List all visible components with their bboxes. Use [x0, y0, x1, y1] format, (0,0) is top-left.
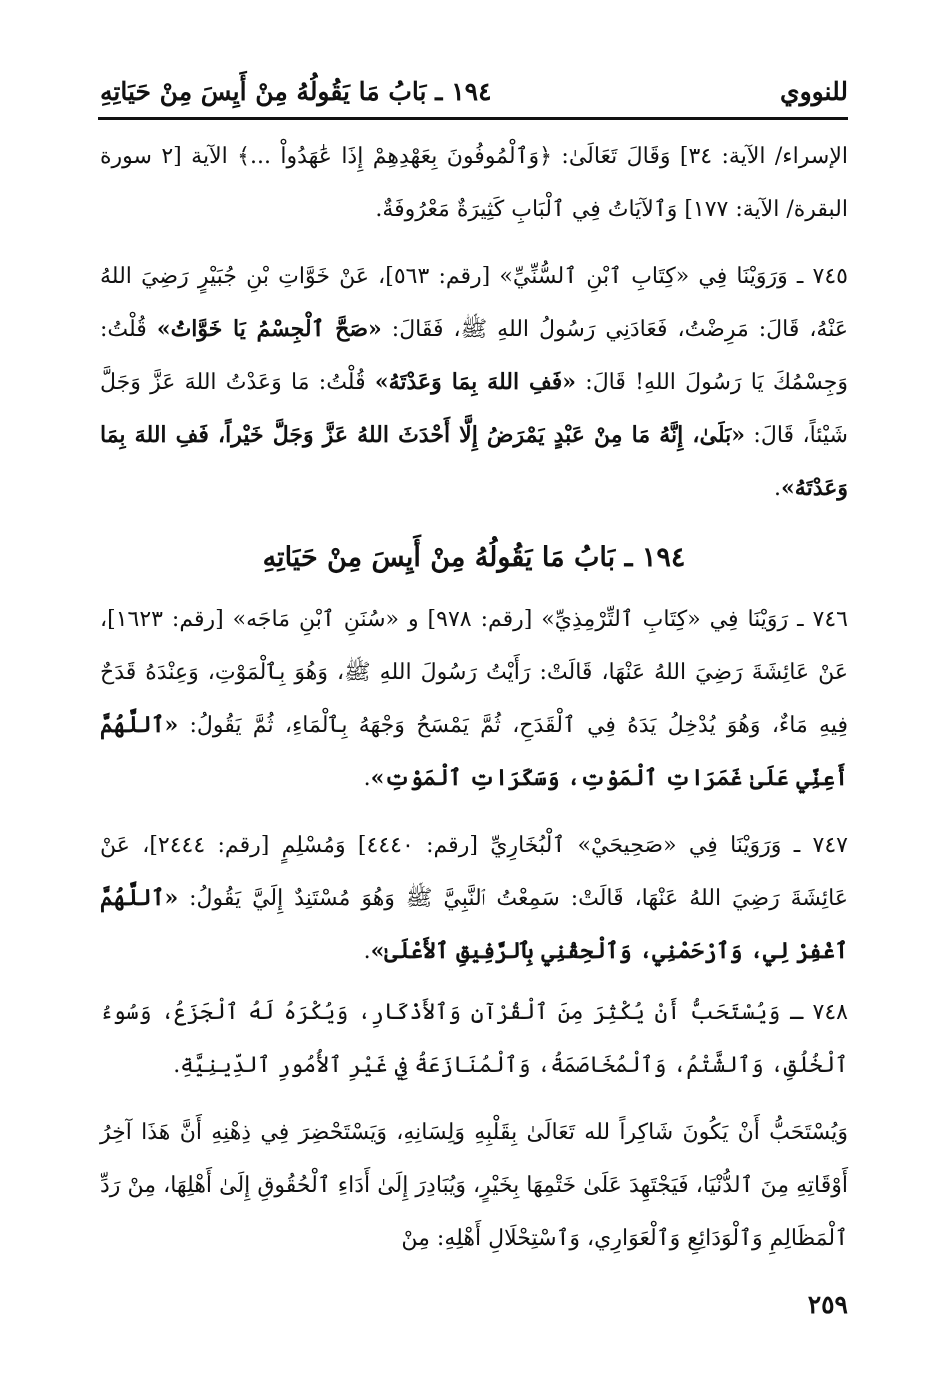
spacer — [100, 805, 848, 819]
hadith-746-text-2: . — [363, 766, 371, 791]
hadith-747-text-1: ٧٤٧ ـ وَرَوَيْنَا فِي «صَحِيحَيْ» ٱلْبُخَارِيِّ [رقم: ٤٤٤٠] وَمُسْلِمٍ [رقم: ٢٤٤٤]، عَنْ عَائِشَةَ رَضِيَ اللهُ عَنْهَا، قَالَتْ: سَمِعْتُ ٱلنَّبِيَّ ﷺ وَهُوَ مُسْتَنِدٌ إِلَيَّ يَقُولُ: — [100, 833, 848, 911]
running-header — [100, 62, 848, 106]
intro-line-1: الإسراء/ الآية: ٣٤] وَقَالَ تَعَالَىٰ: ﴿وَٱلْمُوفُونَ بِعَهْدِهِمْ إِذَا عَٰهَدُواْ ...﴾ الآية — [191, 144, 848, 169]
header-rule — [98, 117, 848, 120]
hadith-747 — [100, 819, 848, 978]
hadith-745-quote-3: «بَلَىٰ، إِنَّهُ مَا مِنْ عَبْدٍ يَمْرَضُ إِلَّا أَحْدَثَ اللهُ عَزَّ وَجَلَّ خَيْراً، فَفِ اللهَ بِمَا وَعَدْتَهُ» — [100, 422, 848, 501]
hadith-746 — [100, 593, 848, 805]
hadith-745-quote-1: «صَحَّ ٱلْجِسْمُ يَا خَوَّاتُ» — [156, 316, 382, 342]
paragraph-748: ٧٤٨ ـ وَيُسْتَحَبُّ أَنْ يُكْثِرَ مِنَ ٱلْقُرْآنِ وَٱلأَذْكَارِ، وَيُكْرَهُ لَهُ ٱلْجَزَعُ، وَسُوءُ ٱلْخُلُقِ، وَٱلشَّتْمُ، وَٱلْمُخَاصَمَةُ، وَٱلْمُنَازَعَةُ فِي غَيْرِ ٱلأُمُورِ ٱلدِّينِيَّةِ. — [100, 1000, 848, 1078]
hadith-746-quote-1: «ٱللَّهُمَّ أَعِنِّي عَلَىٰ غَمَرَاتِ ٱلْمَوْتِ، وَسَكَرَاتِ ٱلْمَوْتِ» — [100, 712, 848, 791]
chapter-heading: ١٩٤ ـ بَابُ مَا يَقُولُهُ مِنْ أَيِسَ مِنْ حَيَاتِهِ — [262, 542, 686, 573]
hadith-747-text-2: . — [363, 939, 371, 964]
page-body — [100, 130, 848, 1265]
hadith-745-text-3: قُلْتُ: مَا وَعَدْتُ اللهَ عَزَّ وَجَلَّ شَيْئاً، قَالَ: — [100, 370, 848, 448]
spacer — [100, 236, 848, 250]
paragraph-final: وَيُسْتَحَبُّ أَنْ يَكُونَ شَاكِراً لله تَعَالَىٰ بِقَلْبِهِ وَلِسَانِهِ، وَيَسْتَحْضِرَ فِي ذِهْنِهِ أَنَّ هَذَا آخِرُ أَوْقَاتِهِ مِنَ ٱلدُّنْيَا، فَيَجْتَهِدَ عَلَىٰ خَتْمِهَا بِخَيْرٍ، وَيُبَادِرَ إِلَىٰ أَدَاءِ ٱلْحُقُوقِ إِلَىٰ أَهْلِهَا، مِنْ رَدِّ ٱلْمَظَالِمِ وَٱلْوَدَائِعِ وَٱلْعَوَارِي، وَٱسْتِحْلَالِ أَهْلِهِ: مِنْ — [100, 1120, 848, 1251]
hadith-745-text-2: قُلْتُ: وَجِسْمُكَ يَا رَسُولَ اللهِ! قَالَ: — [100, 317, 848, 395]
intro-line-2: [٢ سورة البقرة/ الآية: ١٧٧] وَٱلآيَاتُ فِي ٱلْبَابِ كَثِيرَةٌ مَعْرُوفَةٌ. — [100, 144, 848, 222]
header-chapter-title: ١٩٤ ـ بَابُ مَا يَقُولُهُ مِنْ أَيِسَ مِنْ حَيَاتِهِ — [100, 77, 492, 106]
spacer — [100, 1092, 848, 1106]
hadith-745 — [100, 250, 848, 515]
hadith-746-text-1: ٧٤٦ ـ رَوَيْنَا فِي «كِتَابِ ٱلتِّرْمِذِيِّ» [رقم: ٩٧٨] و «سُنَنِ ٱبْنِ مَاجَه» [رقم: ١٦٢٣]، عَنْ عَائِشَةَ رَضِيَ اللهُ عَنْهَا، قَالَتْ: رَأَيْتُ رَسُولَ اللهِ ﷺ، وَهُوَ بِٱلْمَوْتِ، وَعِنْدَهُ قَدَحٌ فِيهِ مَاءٌ، وَهُوَ يُدْخِلُ يَدَهُ فِي ٱلْقَدَحِ، ثُمَّ يَمْسَحُ وَجْهَهُ بِٱلْمَاءِ، ثُمَّ يَقُولُ: — [100, 607, 848, 738]
hadith-745-text-4: . — [774, 476, 782, 501]
page-number: ٢٥٩ — [807, 1290, 848, 1319]
hadith-745-quote-2: «فَفِ اللهَ بِمَا وَعَدْتَهُ» — [374, 369, 577, 395]
hadith-745-text-1: ٧٤٥ ـ وَرَوَيْنَا فِي «كِتَابِ ٱبْنِ ٱلسُّنِّيِّ» [رقم: ٥٦٣]، عَنْ خَوَّاتِ بْنِ جُبَيْرٍ رَضِيَ اللهُ عَنْهُ، قَالَ: مَرِضْتُ، فَعَادَنِي رَسُولُ اللهِ ﷺ، فَقَالَ: — [100, 264, 848, 342]
spacer — [100, 978, 848, 986]
hadith-747-quote-1: «ٱللَّهُمَّ ٱغْفِرْ لِي، وَٱرْحَمْنِي، وَٱلْحِقْنِي بِٱلرَّفِيقِ ٱلأَعْلَىٰ» — [100, 885, 848, 964]
intro-paragraph — [100, 130, 848, 236]
header-book-name: للنووي — [780, 77, 848, 106]
